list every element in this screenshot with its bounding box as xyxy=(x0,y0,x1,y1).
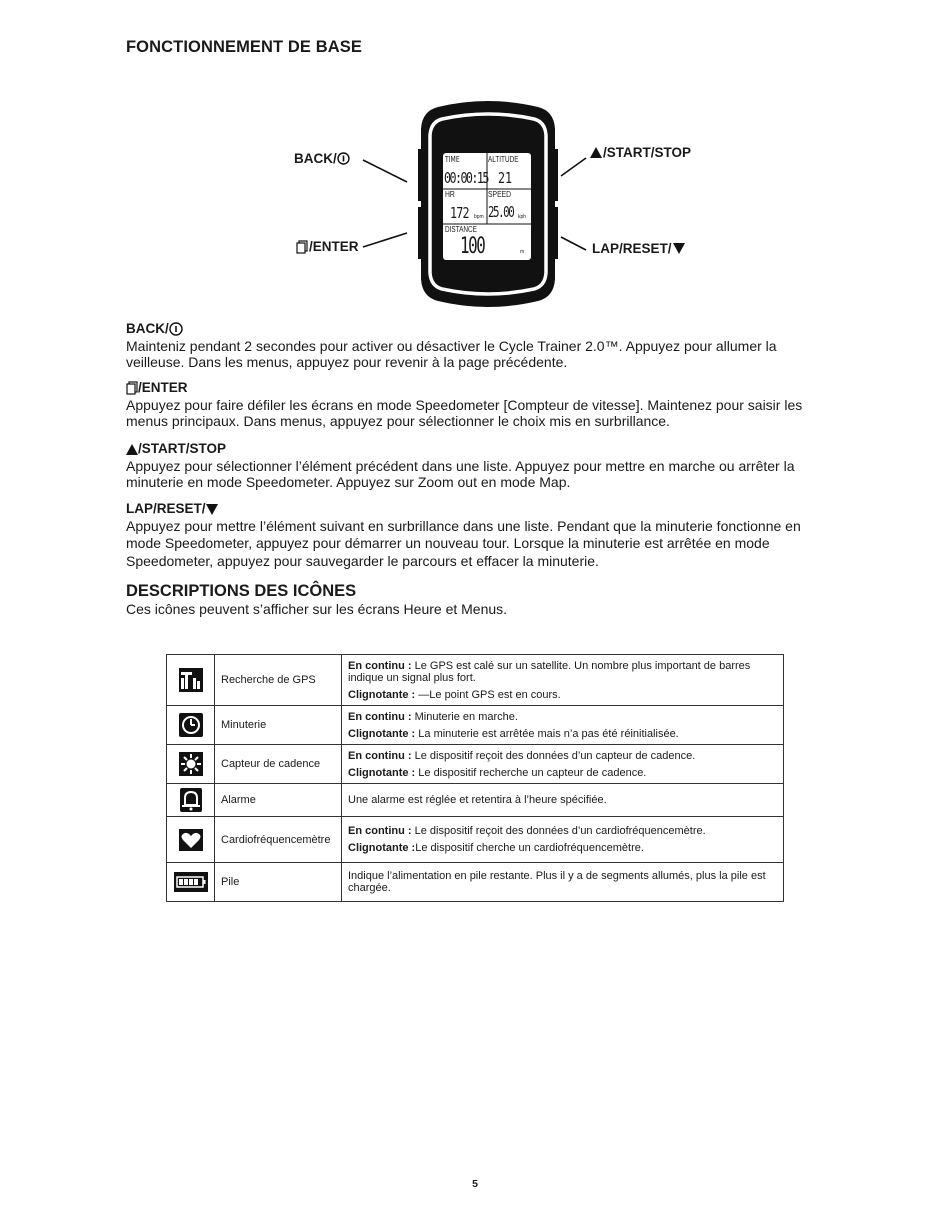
table-row xyxy=(167,784,784,817)
desc-text: Le GPS est calé sur un satellite. Un nombre plus important de barres indique un signal plus fort. xyxy=(348,659,751,684)
screen-altitude-label: ALTITUDE xyxy=(488,155,519,164)
heading-icon-descriptions: DESCRIPTIONS DES ICÔNES xyxy=(126,582,357,600)
section-enter xyxy=(126,380,826,430)
icon-table xyxy=(166,654,784,902)
icon-description xyxy=(342,655,784,706)
icon-cell xyxy=(167,863,215,902)
screen-distance-label: DISTANCE xyxy=(445,225,477,234)
desc-bold: En continu : xyxy=(348,825,412,837)
screen-altitude-value: 21 xyxy=(498,169,513,187)
icon-name: Cardiofréquencemètre xyxy=(215,817,342,863)
callout-start-label: /START/STOP xyxy=(603,145,692,160)
section-back xyxy=(126,321,826,371)
icon-cell xyxy=(167,784,215,817)
section-back-title xyxy=(126,321,826,338)
icons-intro: Ces icônes peuvent s’afficher sur les écrans Heure et Menus. xyxy=(126,601,508,617)
icon-name: Minuterie xyxy=(215,706,342,745)
desc-text: Indique l’alimentation en pile restante. Plus il y a de segments allumés, plus la pile est chargée. xyxy=(348,870,766,894)
icon-name: Recherche de GPS xyxy=(215,655,342,706)
desc-text: La minuterie est arrêtée mais n’a pas été réinitialisée. xyxy=(415,727,679,740)
clock-icon xyxy=(179,713,203,737)
screen-hr-label: HR xyxy=(445,190,455,199)
desc-text: Le dispositif reçoit des données d’un capteur de cadence. xyxy=(411,749,696,762)
callout-start-stop xyxy=(590,145,691,160)
desc-text: Le dispositif cherche un cardiofréquencemètre. xyxy=(415,842,644,854)
callout-lap-reset xyxy=(592,241,686,256)
screen-speed-value: 25.00 xyxy=(488,203,514,221)
callout-back-label: BACK/ xyxy=(294,151,337,166)
table-row xyxy=(167,655,784,706)
icon-description xyxy=(342,863,784,902)
desc-bold: Clignotante : xyxy=(348,688,416,701)
icon-cell xyxy=(167,655,215,706)
desc-bold: Clignotante : xyxy=(348,727,416,740)
section-enter-title-text: /ENTER xyxy=(138,380,188,395)
desc-bold: Clignotante : xyxy=(348,766,416,779)
gps-icon xyxy=(179,668,203,692)
screen-hr-value: 172 xyxy=(450,204,469,222)
desc-text: —Le point GPS est en cours. xyxy=(415,688,561,701)
triangle-down-icon xyxy=(673,243,685,254)
section-enter-text: Appuyez pour faire défiler les écrans en mode Speedometer [Compteur de vitesse]. Maintenez pour saisir les menus principaux. Dans menus, appuyez pour sélectionner le choix mis en surbrillance. xyxy=(126,396,803,429)
icon-name: Alarme xyxy=(215,784,342,817)
power-icon xyxy=(169,322,183,336)
pages-icon xyxy=(126,381,138,395)
section-lap-title xyxy=(126,501,826,518)
icon-cell xyxy=(167,706,215,745)
cadence-sensor-icon xyxy=(179,752,203,776)
desc-bold: En continu : xyxy=(348,749,412,762)
section-back-title-text: BACK/ xyxy=(126,321,169,336)
desc-bold: Clignotante : xyxy=(348,842,416,854)
cycle-trainer-device xyxy=(418,97,558,311)
page-number: 5 xyxy=(472,1178,478,1190)
triangle-up-icon xyxy=(590,147,602,158)
screen-hr-unit: bpm xyxy=(474,214,484,220)
screen-speed-unit: kph xyxy=(518,214,527,220)
alarm-bell-icon xyxy=(180,788,202,812)
desc-text: Minuterie en marche. xyxy=(411,710,518,723)
screen-time-value: 00:00:15 xyxy=(444,169,488,187)
icon-description xyxy=(342,784,784,817)
screen-speed-label: SPEED xyxy=(488,190,512,199)
battery-icon xyxy=(174,872,208,892)
section-enter-title xyxy=(126,380,826,397)
icon-description xyxy=(342,706,784,745)
section-lap-title-text: LAP/RESET/ xyxy=(126,501,206,516)
desc-text: Une alarme est réglée et retentira à l’heure spécifiée. xyxy=(348,794,607,806)
triangle-up-icon xyxy=(126,444,138,455)
icon-description xyxy=(342,745,784,784)
section-back-text: Mainteniz pendant 2 secondes pour activer ou désactiver le Cycle Trainer 2.0™. Appuyez pour allumer la veilleuse. Dans les menus, appuyez pour revenir à la page précédente. xyxy=(126,337,777,370)
icon-description xyxy=(342,817,784,863)
section-start-title xyxy=(126,441,826,458)
desc-text: Le dispositif reçoit des données d’un cardiofréquencemètre. xyxy=(411,825,706,837)
icon-name: Pile xyxy=(215,863,342,902)
pages-icon xyxy=(296,240,308,254)
icon-cell xyxy=(167,745,215,784)
section-lap-reset xyxy=(126,501,826,570)
section-start-title-text: /START/STOP xyxy=(138,441,227,456)
screen-distance-value: 100 xyxy=(460,234,485,259)
screen-time-label: TIME xyxy=(445,155,460,164)
screen-distance-unit: m xyxy=(520,249,525,255)
heading-basic-operation: FONCTIONNEMENT DE BASE xyxy=(126,38,362,56)
table-row xyxy=(167,817,784,863)
triangle-down-icon xyxy=(206,504,218,515)
callout-lap-label: LAP/RESET/ xyxy=(592,241,672,256)
power-icon xyxy=(337,152,350,165)
desc-bold: En continu : xyxy=(348,710,412,723)
icon-cell xyxy=(167,817,215,863)
table-row xyxy=(167,863,784,902)
heart-icon xyxy=(179,829,203,851)
icon-name: Capteur de cadence xyxy=(215,745,342,784)
desc-bold: En continu : xyxy=(348,659,412,672)
section-start-stop xyxy=(126,441,826,491)
section-start-text: Appuyez pour sélectionner l’élément précédent dans une liste. Appuyez pour mettre en marche ou arrêter la minuterie en mode Speedometer. Appuyez sur Zoom out en mode Map. xyxy=(126,457,795,490)
table-row xyxy=(167,706,784,745)
section-lap-text: Appuyez pour mettre l’élément suivant en surbrillance dans une liste. Pendant que la minuterie fonctionne en mode Speedometer, appuyez pour démarrer un nouveau tour. Lorsque la minuterie est arrêtée en mode Speedometer, appuyez pour sauvegarder le parcours et effacer la minuterie. xyxy=(126,517,801,569)
desc-text: Le dispositif recherche un capteur de cadence. xyxy=(415,766,647,779)
callout-back xyxy=(294,151,351,166)
table-row xyxy=(167,745,784,784)
callout-enter-label: /ENTER xyxy=(309,239,359,254)
callout-enter xyxy=(296,239,359,254)
